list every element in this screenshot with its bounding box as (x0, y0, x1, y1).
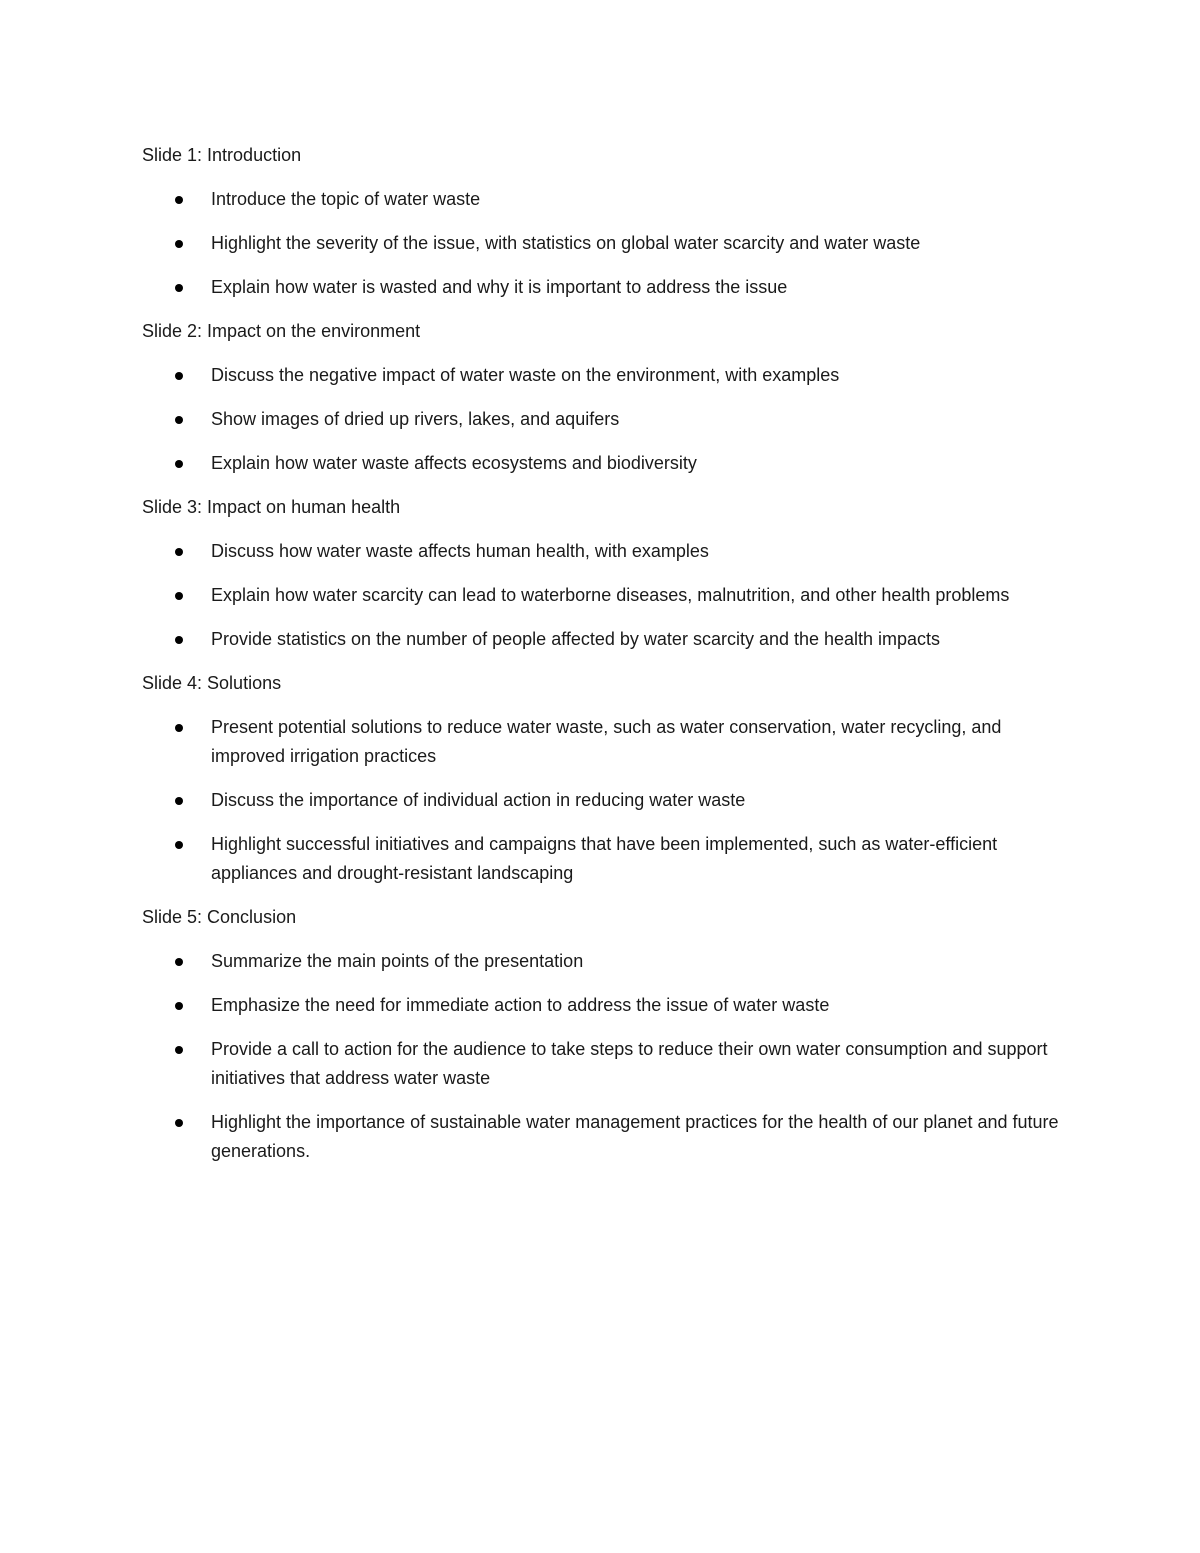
bullet-text: Discuss the importance of individual action in reducing water waste (211, 790, 746, 810)
slide-1-bullet-list (142, 185, 1062, 302)
bullet-text: Provide a call to action for the audience to take steps to reduce their own water consumption and support initiatives that address water waste (211, 1039, 1048, 1088)
bullet-text: Explain how water scarcity can lead to waterborne diseases, malnutrition, and other health problems (211, 585, 1010, 605)
bullet-text: Summarize the main points of the presentation (211, 951, 584, 971)
bullet-text: Discuss how water waste affects human health, with examples (211, 541, 709, 561)
slide-3-section (142, 493, 1062, 654)
bullet-item (142, 537, 1062, 566)
bullet-item (142, 273, 1062, 302)
slide-4-section (142, 669, 1062, 888)
slide-5-bullet-list (142, 947, 1062, 1166)
bullet-text: Discuss the negative impact of water waste on the environment, with examples (211, 365, 840, 385)
bullet-item (142, 1035, 1062, 1093)
document-body (142, 141, 1062, 1181)
bullet-item (142, 713, 1062, 771)
bullet-text: Show images of dried up rivers, lakes, and aquifers (211, 409, 620, 429)
bullet-item (142, 361, 1062, 390)
slide-2-heading: Slide 2: Impact on the environment (142, 321, 421, 341)
bullet-dot-icon (175, 416, 183, 424)
bullet-item (142, 449, 1062, 478)
bullet-item (142, 786, 1062, 815)
slide-4-bullet-list (142, 713, 1062, 888)
bullet-text: Explain how water waste affects ecosystems and biodiversity (211, 453, 697, 473)
slide-3-heading: Slide 3: Impact on human health (142, 497, 401, 517)
bullet-text: Emphasize the need for immediate action to address the issue of water waste (211, 995, 830, 1015)
bullet-item (142, 405, 1062, 434)
slide-1-section (142, 141, 1062, 302)
bullet-dot-icon (175, 1119, 183, 1127)
slide-3-bullet-list (142, 537, 1062, 654)
bullet-dot-icon (175, 548, 183, 556)
bullet-dot-icon (175, 724, 183, 732)
bullet-dot-icon (175, 797, 183, 805)
bullet-item (142, 625, 1062, 654)
bullet-dot-icon (175, 1002, 183, 1010)
bullet-item (142, 229, 1062, 258)
bullet-text: Present potential solutions to reduce water waste, such as water conservation, water recycling, and improved irrigation practices (211, 717, 1002, 766)
slide-2-section (142, 317, 1062, 478)
bullet-text: Highlight the severity of the issue, with statistics on global water scarcity and water waste (211, 233, 921, 253)
bullet-dot-icon (175, 240, 183, 248)
slide-5-heading: Slide 5: Conclusion (142, 907, 297, 927)
bullet-dot-icon (175, 841, 183, 849)
bullet-text: Highlight successful initiatives and campaigns that have been implemented, such as water-efficient appliances and drought-resistant landscaping (211, 834, 998, 883)
slide-4-heading: Slide 4: Solutions (142, 673, 282, 693)
slide-1-heading: Slide 1: Introduction (142, 145, 302, 165)
bullet-dot-icon (175, 196, 183, 204)
bullet-item (142, 947, 1062, 976)
bullet-dot-icon (175, 636, 183, 644)
bullet-item (142, 185, 1062, 214)
bullet-dot-icon (175, 1046, 183, 1054)
slide-2-bullet-list (142, 361, 1062, 478)
bullet-item (142, 830, 1062, 888)
bullet-dot-icon (175, 592, 183, 600)
bullet-text: Provide statistics on the number of people affected by water scarcity and the health impacts (211, 629, 941, 649)
bullet-item (142, 991, 1062, 1020)
bullet-dot-icon (175, 460, 183, 468)
bullet-item (142, 1108, 1062, 1166)
bullet-text: Highlight the importance of sustainable water management practices for the health of our planet and future generations. (211, 1112, 1059, 1161)
bullet-dot-icon (175, 372, 183, 380)
bullet-dot-icon (175, 958, 183, 966)
slide-5-section (142, 903, 1062, 1166)
bullet-text: Introduce the topic of water waste (211, 189, 481, 209)
bullet-item (142, 581, 1062, 610)
bullet-text: Explain how water is wasted and why it is important to address the issue (211, 277, 788, 297)
bullet-dot-icon (175, 284, 183, 292)
